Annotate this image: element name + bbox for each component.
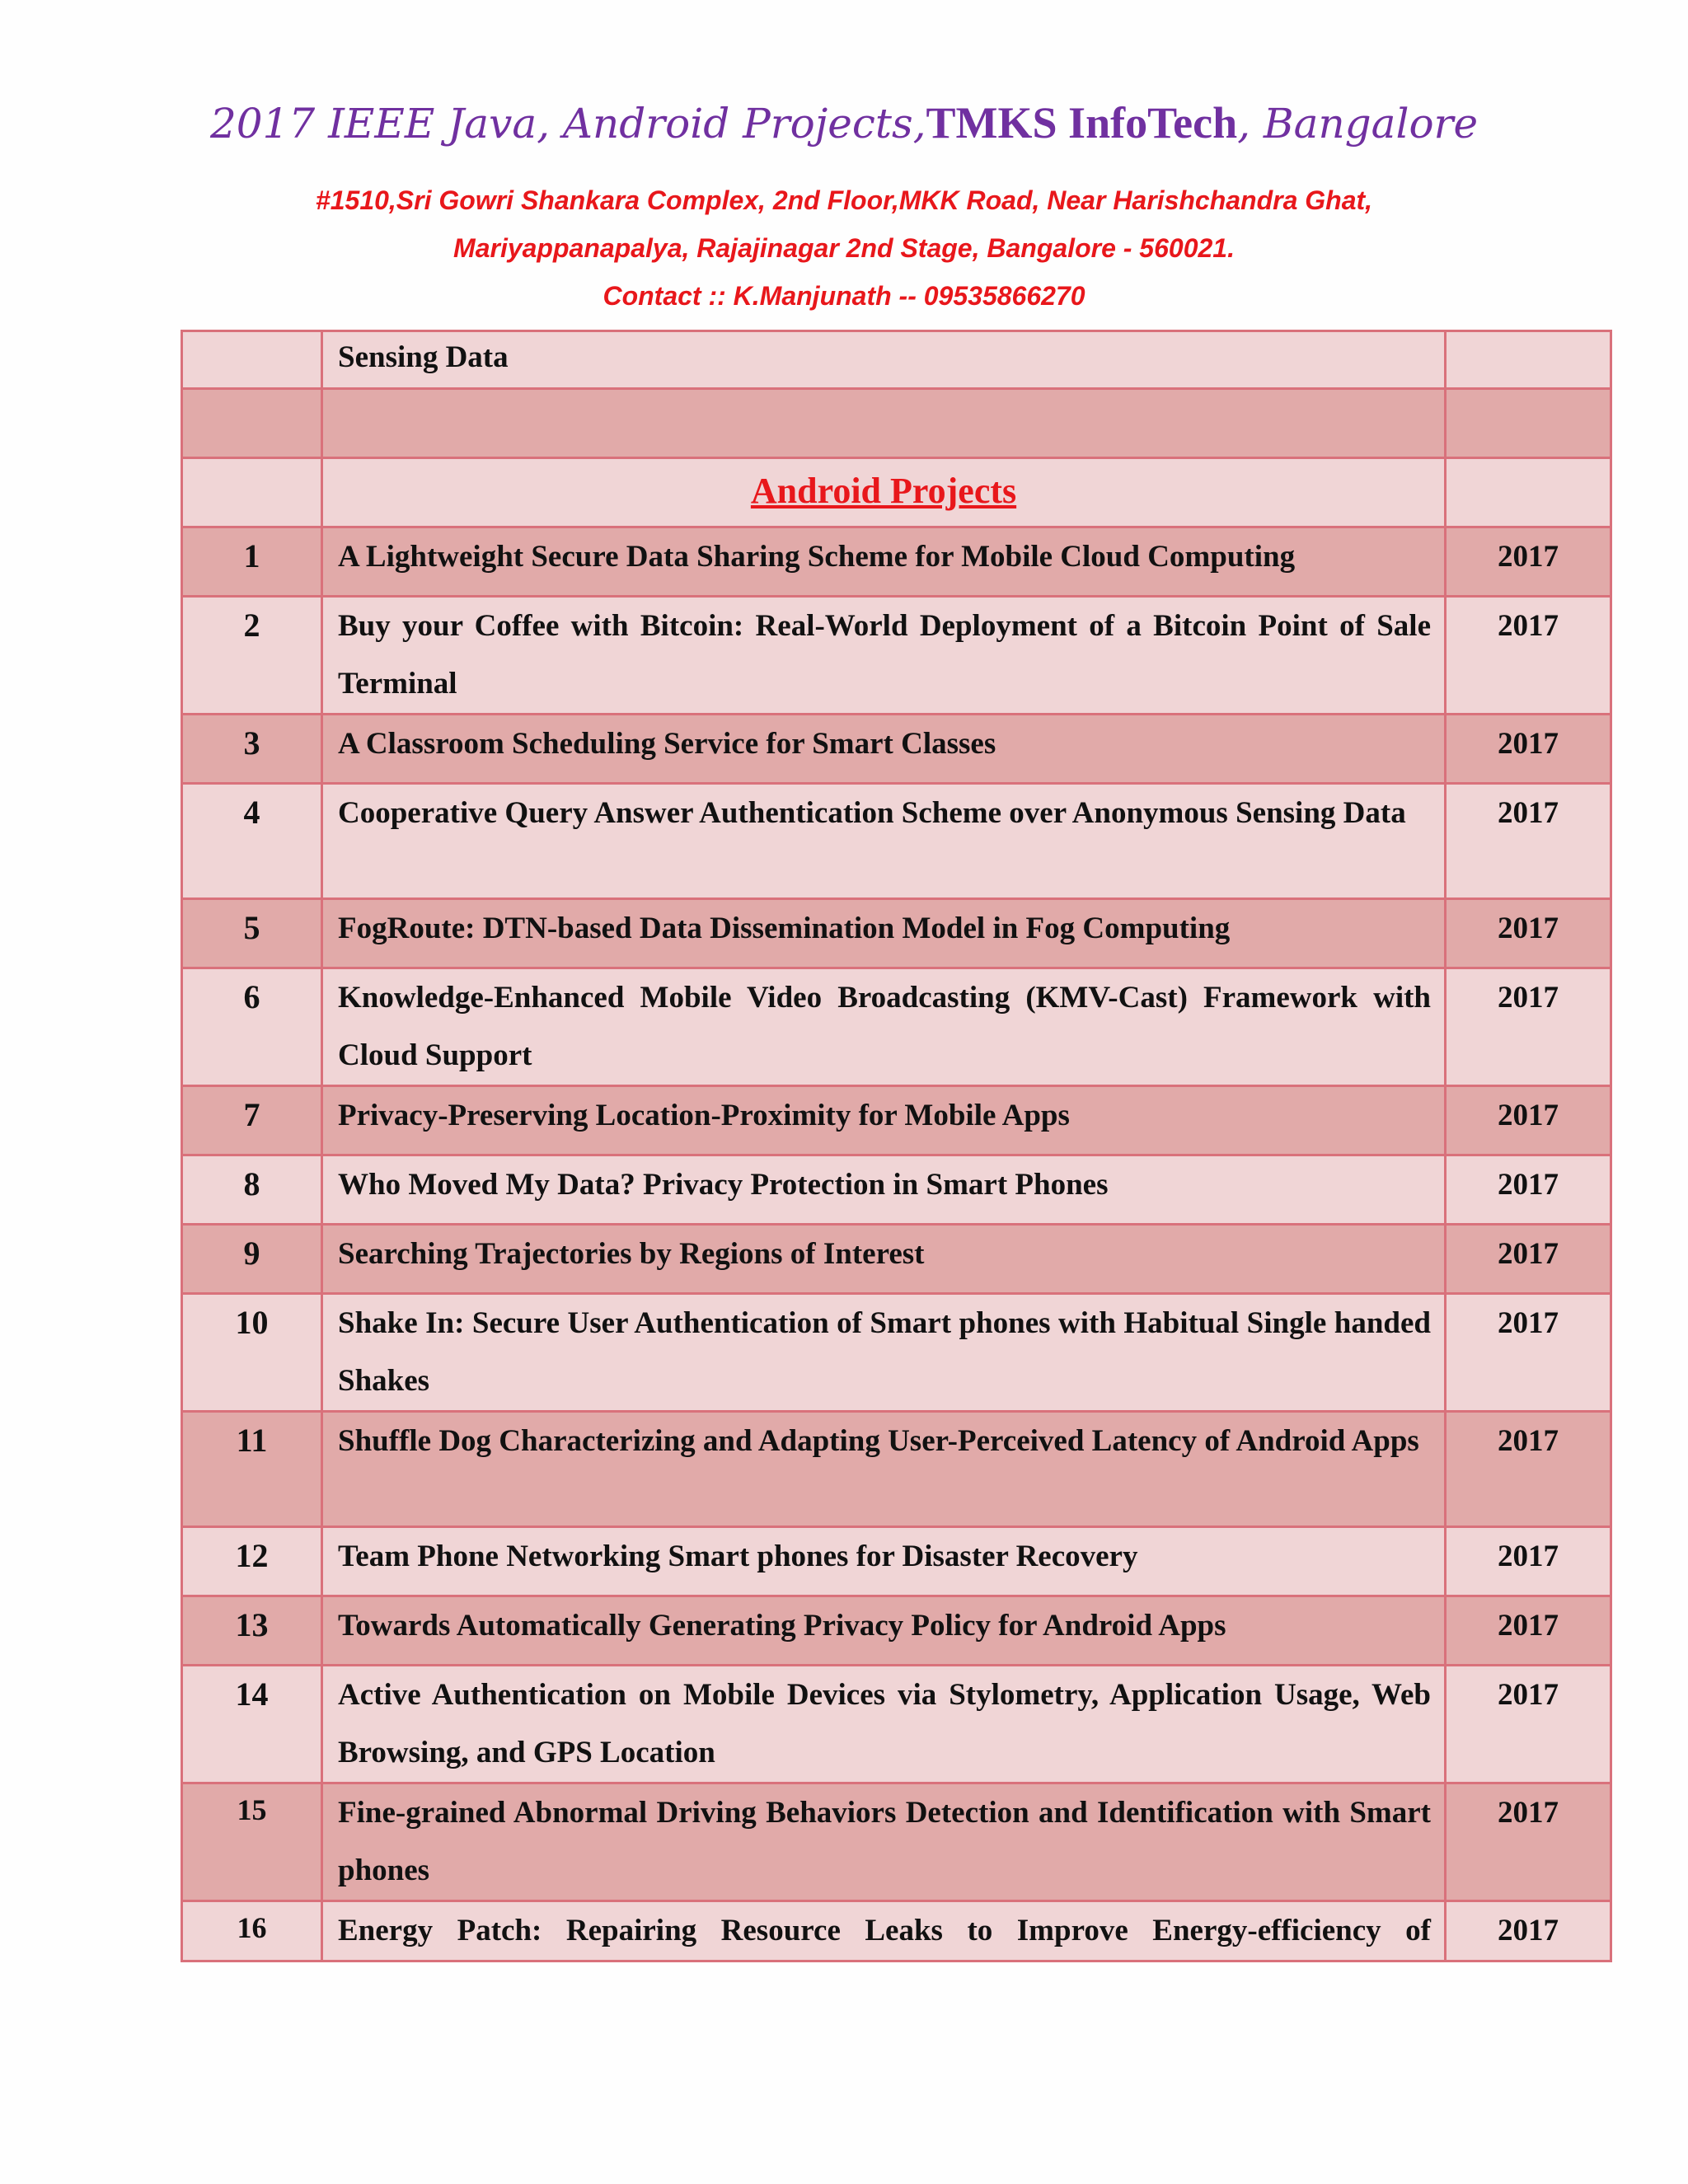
project-title: FogRoute: DTN-based Data Dissemination Model in Fog Computing (322, 899, 1446, 968)
project-year: 2017 (1446, 899, 1611, 968)
project-title: Searching Trajectories by Regions of Interest (322, 1225, 1446, 1294)
empty-cell (182, 389, 322, 458)
empty-cell (1446, 331, 1611, 389)
project-number: 11 (182, 1412, 322, 1527)
table-row (182, 784, 1611, 899)
project-title: Fine-grained Abnormal Driving Behaviors Detection and Identification with Smart phones (322, 1783, 1446, 1901)
table-row (182, 899, 1611, 968)
address-line-1: #1510,Sri Gowri Shankara Complex, 2nd Floor,MKK Road, Near Harishchandra Ghat, (315, 185, 1373, 215)
empty-cell (182, 458, 322, 527)
project-year: 2017 (1446, 1901, 1611, 1961)
project-year: 2017 (1446, 1596, 1611, 1666)
project-year: 2017 (1446, 1294, 1611, 1412)
title-suffix: , Bangalore (1237, 100, 1479, 148)
project-year: 2017 (1446, 715, 1611, 784)
project-number: 8 (182, 1155, 322, 1225)
project-number: 5 (182, 899, 322, 968)
table-row (182, 1086, 1611, 1155)
project-number: 14 (182, 1666, 322, 1783)
section-heading: Android Projects (322, 458, 1446, 527)
projects-table (181, 330, 1612, 1962)
project-year: 2017 (1446, 1527, 1611, 1596)
table-row (182, 715, 1611, 784)
project-year: 2017 (1446, 1783, 1611, 1901)
blank-row (182, 389, 1611, 458)
project-number: 15 (182, 1783, 322, 1901)
project-title: Shake In: Secure User Authentication of Smart phones with Habitual Single handed Shakes (322, 1294, 1446, 1412)
project-title: Privacy-Preserving Location-Proximity for Mobile Apps (322, 1086, 1446, 1155)
title-prefix: 2017 IEEE Java, Android Projects, (209, 100, 926, 148)
project-year: 2017 (1446, 968, 1611, 1086)
carryover-title: Sensing Data (322, 331, 1446, 389)
project-number: 2 (182, 597, 322, 715)
table-row (182, 527, 1611, 597)
page-title (0, 97, 1688, 148)
carryover-row (182, 331, 1611, 389)
project-year: 2017 (1446, 784, 1611, 899)
table-row (182, 1901, 1611, 1961)
empty-cell (322, 389, 1446, 458)
project-title: Shuffle Dog Characterizing and Adapting User-Perceived Latency of Android Apps (322, 1412, 1446, 1527)
project-number: 4 (182, 784, 322, 899)
table-row (182, 597, 1611, 715)
project-number: 16 (182, 1901, 322, 1961)
project-year: 2017 (1446, 1155, 1611, 1225)
table-row (182, 1783, 1611, 1901)
project-year: 2017 (1446, 1666, 1611, 1783)
section-row (182, 458, 1611, 527)
project-title: Buy your Coffee with Bitcoin: Real-World Deployment of a Bitcoin Point of Sale Terminal (322, 597, 1446, 715)
table-row (182, 1666, 1611, 1783)
project-year: 2017 (1446, 1086, 1611, 1155)
project-number: 1 (182, 527, 322, 597)
project-year: 2017 (1446, 1225, 1611, 1294)
empty-cell (1446, 389, 1611, 458)
project-title: A Classroom Scheduling Service for Smart Classes (322, 715, 1446, 784)
table-row (182, 1596, 1611, 1666)
contact-line: Contact :: K.Manjunath -- 09535866270 (603, 281, 1085, 311)
project-number: 13 (182, 1596, 322, 1666)
empty-cell (1446, 458, 1611, 527)
project-title: Towards Automatically Generating Privacy Policy for Android Apps (322, 1596, 1446, 1666)
project-number: 6 (182, 968, 322, 1086)
project-title: Active Authentication on Mobile Devices via Stylometry, Application Usage, Web Browsing, and GPS Location (322, 1666, 1446, 1783)
company-name: TMKS InfoTech (926, 98, 1238, 148)
project-number: 9 (182, 1225, 322, 1294)
project-title: Team Phone Networking Smart phones for Disaster Recovery (322, 1527, 1446, 1596)
table-row (182, 1527, 1611, 1596)
project-number: 12 (182, 1527, 322, 1596)
project-year: 2017 (1446, 597, 1611, 715)
table-row (182, 1155, 1611, 1225)
project-title: Knowledge-Enhanced Mobile Video Broadcasting (KMV-Cast) Framework with Cloud Support (322, 968, 1446, 1086)
project-number: 3 (182, 715, 322, 784)
project-number: 10 (182, 1294, 322, 1412)
table-row (182, 1412, 1611, 1527)
address-line-2: Mariyappanapalya, Rajajinagar 2nd Stage, Bangalore - 560021. (453, 233, 1235, 263)
empty-cell (182, 331, 322, 389)
table-row (182, 968, 1611, 1086)
project-title: Who Moved My Data? Privacy Protection in Smart Phones (322, 1155, 1446, 1225)
project-title: Energy Patch: Repairing Resource Leaks to Improve Energy-efficiency of (322, 1901, 1446, 1961)
project-title: A Lightweight Secure Data Sharing Scheme for Mobile Cloud Computing (322, 527, 1446, 597)
project-year: 2017 (1446, 1412, 1611, 1527)
table-row (182, 1225, 1611, 1294)
table-row (182, 1294, 1611, 1412)
project-number: 7 (182, 1086, 322, 1155)
project-year: 2017 (1446, 527, 1611, 597)
project-title: Cooperative Query Answer Authentication Scheme over Anonymous Sensing Data (322, 784, 1446, 899)
